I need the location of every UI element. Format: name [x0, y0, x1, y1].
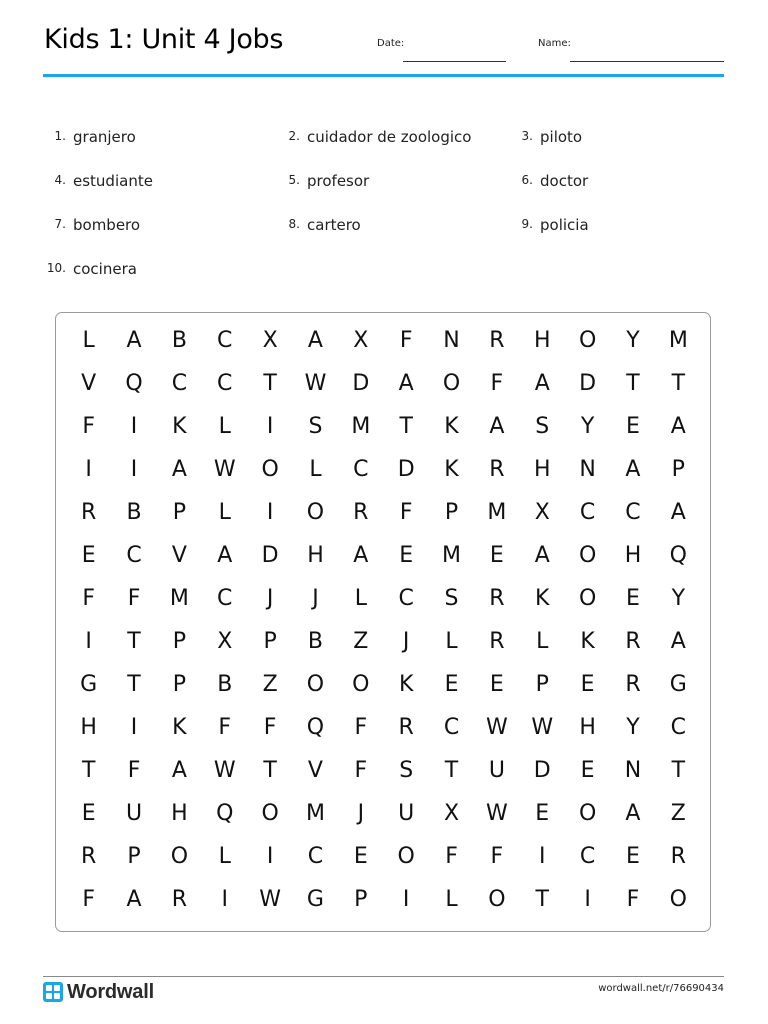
- grid-cell: C: [171, 371, 188, 396]
- grid-cell: Y: [626, 328, 640, 353]
- grid-cell: A: [353, 543, 369, 568]
- grid-cell: H: [80, 715, 97, 740]
- grid-cell: C: [625, 500, 641, 525]
- word-item: [278, 172, 369, 190]
- grid-cell: F: [82, 887, 95, 912]
- word-number: 9.: [521, 217, 533, 231]
- wordwall-logo-icon: [43, 982, 63, 1002]
- word-number: 10.: [46, 261, 66, 275]
- grid-cell: O: [488, 887, 506, 912]
- grid-cell: Z: [353, 629, 369, 654]
- grid-cell: M: [351, 414, 371, 439]
- grid-cell: F: [82, 586, 95, 611]
- grid-cell: Z: [262, 672, 278, 697]
- grid-cell: R: [353, 500, 369, 525]
- grid-cell: E: [81, 543, 96, 568]
- word-number: 3.: [521, 129, 533, 143]
- grid-cell: W: [213, 758, 236, 783]
- grid-cell: A: [307, 328, 323, 353]
- grid-cell: K: [444, 457, 459, 482]
- grid-cell: F: [399, 328, 413, 353]
- grid-cell: L: [445, 887, 458, 912]
- grid-cell: C: [398, 586, 414, 611]
- grid-cell: P: [535, 672, 549, 697]
- name-label: Name:: [538, 38, 571, 49]
- grid-cell: C: [307, 844, 324, 869]
- grid-cell: T: [263, 758, 277, 783]
- grid-cell: H: [307, 543, 324, 568]
- grid-cell: A: [534, 543, 550, 568]
- grid-cell: O: [669, 887, 687, 912]
- grid-cell: A: [670, 500, 686, 525]
- grid-cell: E: [489, 543, 504, 568]
- grid-cell: O: [261, 801, 279, 826]
- grid-cell: R: [489, 328, 505, 353]
- grid-cell: E: [399, 543, 414, 568]
- grid-cell: A: [670, 629, 686, 654]
- grid-cell: Q: [306, 715, 325, 740]
- grid-cell: L: [218, 844, 231, 869]
- grid-cell: R: [625, 629, 641, 654]
- grid-cell: H: [533, 328, 551, 353]
- grid-cell: V: [81, 371, 97, 396]
- grid-cell: W: [486, 801, 508, 826]
- grid-cell: B: [171, 328, 187, 353]
- grid-cell: D: [579, 371, 597, 396]
- word-text: bombero: [73, 216, 141, 234]
- grid-cell: M: [169, 586, 189, 611]
- word-number: 1.: [54, 129, 66, 143]
- grid-cell: A: [217, 543, 233, 568]
- word-item: [278, 128, 471, 146]
- grid-cell: I: [402, 887, 410, 912]
- grid-cell: D: [397, 457, 415, 482]
- grid-cell: J: [402, 629, 410, 654]
- grid-cell: E: [580, 672, 595, 697]
- grid-cell: I: [266, 500, 274, 525]
- grid-cell: L: [354, 586, 367, 611]
- grid-cell: X: [534, 500, 550, 525]
- grid-cell: S: [535, 414, 550, 439]
- grid-cell: M: [442, 543, 462, 568]
- word-text: cocinera: [73, 260, 137, 278]
- grid-cell: Y: [626, 715, 640, 740]
- grid-cell: P: [127, 844, 141, 869]
- grid-cell: X: [217, 629, 233, 654]
- grid-cell: E: [626, 414, 640, 439]
- grid-cell: W: [304, 371, 327, 396]
- grid-cell: I: [221, 887, 228, 912]
- date-line: [403, 61, 506, 62]
- grid-cell: C: [217, 586, 233, 611]
- grid-cell: O: [352, 672, 370, 697]
- grid-cell: C: [126, 543, 142, 568]
- date-label: Date:: [377, 38, 405, 49]
- word-text: cartero: [307, 216, 361, 234]
- grid-cell: R: [171, 887, 188, 912]
- word-item: [44, 260, 137, 278]
- grid-cell: U: [125, 801, 143, 826]
- grid-cell: E: [444, 672, 459, 697]
- grid-cell: F: [445, 844, 458, 869]
- grid-cell: P: [671, 457, 685, 482]
- grid-cell: X: [353, 328, 369, 353]
- grid-cell: A: [171, 457, 187, 482]
- grid-cell: L: [445, 629, 458, 654]
- grid-cell: J: [312, 586, 319, 611]
- grid-cell: L: [218, 500, 231, 525]
- grid-cell: I: [130, 414, 138, 439]
- grid-cell: F: [490, 844, 504, 869]
- word-text: profesor: [307, 172, 370, 190]
- grid-cell: Z: [670, 801, 686, 826]
- word-list: [44, 116, 724, 296]
- grid-cell: J: [266, 586, 274, 611]
- grid-cell: F: [626, 887, 640, 912]
- grid-cell: J: [357, 801, 365, 826]
- word-number: 6.: [521, 173, 533, 187]
- word-item: [511, 216, 589, 234]
- word-item: [44, 216, 140, 234]
- word-item: [44, 172, 153, 190]
- word-number: 8.: [288, 217, 300, 231]
- grid-cell: I: [130, 715, 138, 740]
- grid-cell: C: [443, 715, 460, 740]
- word-text: policia: [540, 216, 589, 234]
- grid-cell: W: [531, 715, 554, 740]
- grid-cell: I: [584, 887, 591, 912]
- word-text: cuidador de zoologico: [307, 128, 472, 146]
- grid-cell: B: [126, 500, 142, 525]
- grid-cell: O: [170, 844, 189, 869]
- grid-cell: P: [354, 887, 368, 912]
- grid-cell: T: [127, 629, 141, 654]
- grid-cell: Q: [216, 801, 234, 826]
- grid-cell: A: [171, 758, 187, 783]
- grid-cell: L: [536, 629, 549, 654]
- grid-cell: T: [671, 758, 686, 783]
- grid-cell: H: [624, 543, 642, 568]
- grid-cell: E: [580, 758, 595, 783]
- word-item: [278, 216, 361, 234]
- grid-cell: R: [398, 715, 414, 740]
- grid-cell: I: [538, 844, 546, 869]
- word-number: 2.: [288, 129, 300, 143]
- grid-cell: A: [489, 414, 505, 439]
- wordwall-logo: [43, 980, 154, 1004]
- grid-cell: E: [353, 844, 368, 869]
- grid-cell: A: [398, 371, 414, 396]
- grid-cell: K: [398, 672, 414, 697]
- grid-cell: N: [579, 457, 596, 482]
- grid-cell: E: [489, 672, 504, 697]
- grid-cell: P: [172, 629, 187, 654]
- word-text: doctor: [540, 172, 589, 190]
- grid-cell: R: [489, 586, 505, 611]
- grid-cell: F: [354, 715, 368, 740]
- grid-cell: A: [670, 414, 686, 439]
- grid-cell: A: [625, 457, 641, 482]
- grid-cell: F: [263, 715, 277, 740]
- grid-cell: Y: [671, 586, 686, 611]
- grid-cell: D: [261, 543, 279, 568]
- grid-cell: N: [624, 758, 642, 783]
- grid-cell: O: [442, 371, 461, 396]
- grid-cell: C: [670, 715, 686, 740]
- grid-cell: H: [171, 801, 188, 826]
- grid-cell: T: [444, 758, 459, 783]
- grid-cell: R: [489, 629, 505, 654]
- header-rule: [43, 74, 724, 77]
- grid-cell: F: [82, 414, 95, 439]
- grid-cell: S: [399, 758, 414, 783]
- grid-cell: M: [305, 801, 325, 826]
- grid-cell: I: [85, 457, 92, 482]
- grid-cell: B: [307, 629, 323, 654]
- grid-cell: I: [85, 629, 92, 654]
- grid-cell: F: [218, 715, 232, 740]
- grid-cell: V: [171, 543, 187, 568]
- grid-cell: T: [626, 371, 640, 396]
- grid-cell: H: [533, 457, 551, 482]
- grid-cell: T: [127, 672, 141, 697]
- puzzle-grid: [66, 319, 701, 921]
- word-item: [511, 128, 582, 146]
- grid-cell: C: [217, 371, 233, 396]
- grid-cell: X: [443, 801, 460, 826]
- grid-cell: M: [487, 500, 507, 525]
- grid-cell: F: [490, 371, 504, 396]
- grid-cell: O: [578, 328, 597, 353]
- grid-cell: P: [263, 629, 277, 654]
- grid-cell: D: [533, 758, 551, 783]
- grid-cell: A: [534, 371, 550, 396]
- grid-cell: O: [306, 500, 325, 525]
- footer-rule: [43, 976, 724, 977]
- grid-cell: O: [578, 586, 597, 611]
- grid-cell: K: [535, 586, 550, 611]
- grid-cell: K: [444, 414, 459, 439]
- grid-cell: S: [308, 414, 323, 439]
- grid-cell: O: [306, 672, 325, 697]
- grid-cell: E: [626, 586, 640, 611]
- grid-cell: E: [626, 844, 640, 869]
- grid-cell: O: [578, 801, 597, 826]
- grid-cell: P: [172, 500, 187, 525]
- page-title: Kids 1: Unit 4 Jobs: [44, 24, 284, 55]
- grid-cell: A: [625, 801, 641, 826]
- grid-cell: T: [263, 371, 277, 396]
- grid-cell: L: [218, 414, 231, 439]
- word-number: 5.: [288, 173, 300, 187]
- grid-cell: L: [309, 457, 322, 482]
- grid-cell: S: [444, 586, 459, 611]
- word-item: [511, 172, 588, 190]
- grid-cell: G: [80, 672, 98, 697]
- grid-cell: T: [81, 758, 96, 783]
- grid-cell: T: [535, 887, 549, 912]
- grid-cell: K: [172, 414, 187, 439]
- word-text: piloto: [540, 128, 583, 146]
- grid-cell: O: [397, 844, 415, 869]
- grid-cell: I: [130, 457, 138, 482]
- grid-cell: P: [444, 500, 459, 525]
- grid-cell: V: [307, 758, 323, 783]
- grid-cell: C: [579, 500, 596, 525]
- grid-cell: R: [81, 500, 97, 525]
- grid-cell: M: [668, 328, 688, 353]
- grid-cell: G: [306, 887, 324, 912]
- name-line: [570, 61, 724, 62]
- wordwall-logo-text: Wordwall: [67, 980, 154, 1003]
- footer-url: wordwall.net/r/76690434: [598, 983, 724, 994]
- grid-cell: U: [488, 758, 505, 783]
- grid-cell: R: [625, 672, 641, 697]
- grid-cell: K: [580, 629, 595, 654]
- grid-cell: G: [669, 672, 687, 697]
- grid-cell: C: [579, 844, 596, 869]
- grid-cell: U: [398, 801, 415, 826]
- grid-cell: F: [354, 758, 368, 783]
- grid-cell: I: [266, 844, 274, 869]
- grid-cell: O: [261, 457, 279, 482]
- grid-cell: F: [127, 586, 141, 611]
- word-item: [44, 128, 136, 146]
- grid-cell: N: [443, 328, 460, 353]
- grid-cell: B: [217, 672, 233, 697]
- grid-cell: P: [172, 672, 187, 697]
- grid-cell: C: [217, 328, 233, 353]
- grid-cell: E: [535, 801, 550, 826]
- grid-cell: R: [670, 844, 686, 869]
- grid-cell: L: [82, 328, 95, 353]
- grid-cell: T: [399, 414, 413, 439]
- word-number: 7.: [54, 217, 66, 231]
- grid-cell: X: [262, 328, 278, 353]
- word-number: 4.: [54, 173, 66, 187]
- word-text: granjero: [73, 128, 136, 146]
- grid-cell: Q: [125, 371, 143, 396]
- grid-cell: C: [353, 457, 369, 482]
- grid-cell: H: [579, 715, 596, 740]
- grid-cell: Y: [580, 414, 595, 439]
- grid-cell: A: [126, 328, 142, 353]
- grid-cell: F: [127, 758, 141, 783]
- grid-cell: W: [213, 457, 236, 482]
- grid-cell: K: [172, 715, 187, 740]
- grid-cell: D: [352, 371, 370, 396]
- grid-cell: T: [671, 371, 686, 396]
- grid-cell: R: [489, 457, 505, 482]
- grid-cell: I: [266, 414, 274, 439]
- grid-cell: A: [126, 887, 142, 912]
- grid-cell: W: [486, 715, 508, 740]
- grid-cell: E: [81, 801, 96, 826]
- word-text: estudiante: [73, 172, 153, 190]
- grid-cell: R: [81, 844, 97, 869]
- grid-cell: W: [259, 887, 281, 912]
- grid-cell: Q: [669, 543, 687, 568]
- grid-cell: F: [399, 500, 413, 525]
- grid-cell: O: [578, 543, 597, 568]
